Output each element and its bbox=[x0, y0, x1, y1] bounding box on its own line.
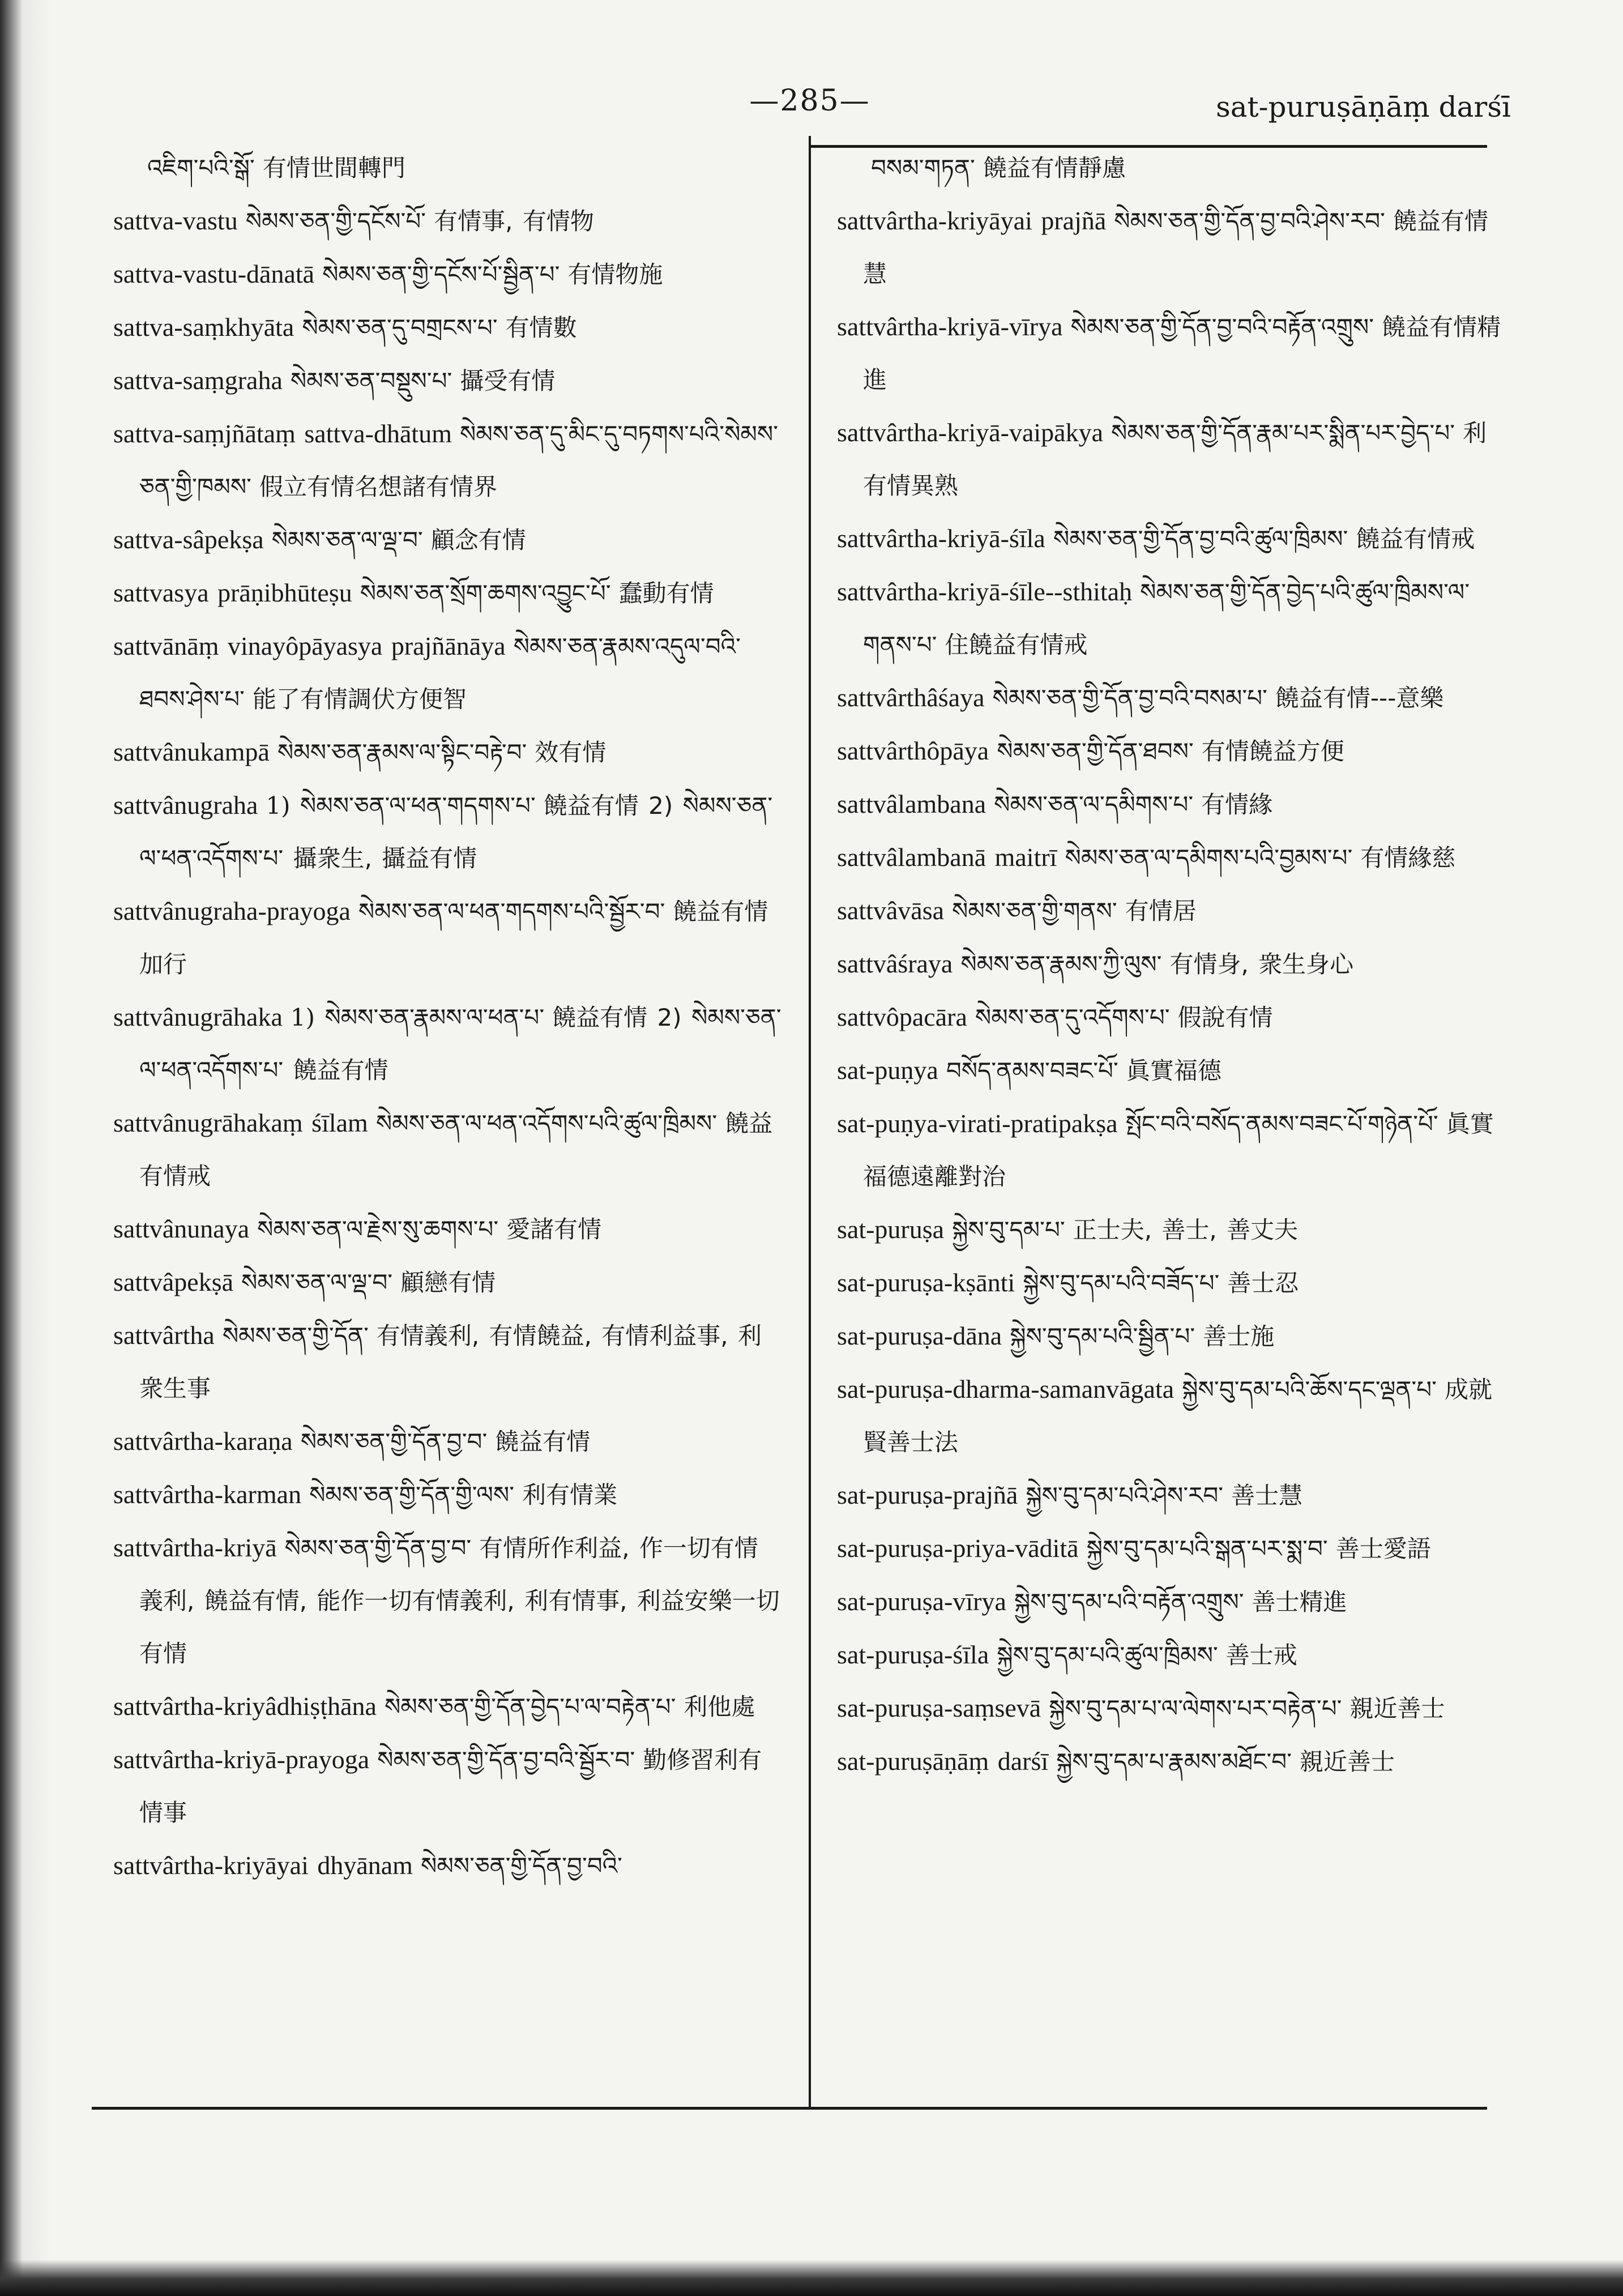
dictionary-entry bbox=[837, 406, 1505, 512]
tibetan-equivalent: སེམས་ཅན་རྣམས་འདུལ་བའི་ཐབས་ཤེས་པ་ bbox=[139, 633, 741, 713]
sanskrit-term: sat-puruṣa-vīrya bbox=[837, 1587, 1006, 1616]
tibetan-equivalent: སེམས་ཅན་གྱི་དོན་བྱ་བའི་ bbox=[420, 1852, 623, 1880]
dictionary-entry bbox=[837, 1309, 1505, 1363]
tibetan-equivalent: སེམས་ཅན་དུ་མིང་དུ་བཏགས་པའི་སེམས་ཅན་གྱི་ཁམས་ bbox=[139, 420, 779, 501]
tibetan-equivalent: སེམས་ཅན་ལ་རྗེས་སུ་ཆགས་པ་ bbox=[257, 1215, 499, 1243]
dictionary-entry bbox=[113, 1680, 781, 1733]
tibetan-equivalent: སེམས་ཅན་ལ་ཕན་འདོགས་པའི་ཚུལ་ཁྲིམས་ bbox=[375, 1109, 717, 1137]
tibetan-equivalent: བསོད་ནམས་བཟང་པོ་ bbox=[946, 1057, 1118, 1085]
chinese-equivalent: 善士戒 bbox=[1225, 1641, 1297, 1669]
dictionary-entry bbox=[113, 247, 781, 301]
dictionary-entry bbox=[837, 194, 1505, 300]
dictionary-entry bbox=[837, 1628, 1505, 1682]
sanskrit-term: sat-puruṣa-priya-vāditā bbox=[837, 1534, 1079, 1563]
sanskrit-term: sat-puruṣa-kṣānti bbox=[837, 1268, 1015, 1297]
dictionary-entry bbox=[113, 566, 781, 620]
chinese-equivalent: 有情義利, 有情饒益, 有情利益事, 利衆生事 bbox=[139, 1322, 762, 1402]
dictionary-entry bbox=[113, 1309, 781, 1415]
dictionary-entry bbox=[837, 831, 1505, 884]
tibetan-equivalent: སེམས་ཅན་རྣམས་ཀྱི་ལུས་ bbox=[960, 950, 1162, 978]
tibetan-equivalent: སེམས་ཅན་ལ་ཕན་གདགས་པའི་སྦྱོར་བ་ bbox=[358, 898, 665, 925]
chinese-equivalent: 有情居 bbox=[1125, 897, 1197, 925]
chinese-equivalent: 勤修習利有情事 bbox=[139, 1746, 762, 1826]
sanskrit-term: sattvânugraha-prayoga bbox=[113, 897, 351, 925]
chinese-equivalent: 善士施 bbox=[1203, 1322, 1275, 1350]
chinese-equivalent: 眞實福德遠離對治 bbox=[863, 1110, 1494, 1190]
sanskrit-term: sattvârtha-kriyā-vaipākya bbox=[837, 418, 1103, 447]
dictionary-entry bbox=[113, 1839, 781, 1892]
dictionary-entry bbox=[113, 407, 781, 513]
tibetan-equivalent: སེམས་ཅན་ལ་ལྡ་བ་ bbox=[241, 1269, 393, 1296]
tibetan-equivalent: སེམས་ཅན་གྱི་དོན་བྱེད་པའི་ཚུལ་ཁྲིམས་ལ་གནས་པ་ bbox=[863, 578, 1470, 659]
sanskrit-term: sattva-vastu-dānatā bbox=[113, 259, 315, 288]
dictionary-entry bbox=[113, 885, 781, 991]
chinese-equivalent: 親近善士 bbox=[1349, 1695, 1445, 1722]
tibetan-equivalent: 1) སེམས་ཅན་རྣམས་ལ་ཕན་པ་ bbox=[290, 1004, 545, 1031]
right-column bbox=[837, 142, 1505, 1788]
sanskrit-term: sattvârthâśaya bbox=[837, 683, 985, 712]
sanskrit-term: sattvasya prāṇibhūteṣu bbox=[113, 578, 352, 607]
chinese-equivalent: 饒益有情精進 bbox=[863, 313, 1501, 394]
sanskrit-term: sattvârtha-kriyā-prayoga bbox=[113, 1745, 370, 1774]
running-head: sat-puruṣāṇāṃ darśī bbox=[1216, 91, 1511, 123]
tibetan-equivalent: སྐྱེས་བུ་དམ་པའི་ཚུལ་ཁྲིམས་ bbox=[997, 1641, 1218, 1669]
sanskrit-term: sat-puruṣa-dāna bbox=[837, 1321, 1002, 1350]
tibetan-equivalent: སེམས་ཅན་གྱི་དོན་བྱ་བའི་སྦྱོར་བ་ bbox=[377, 1746, 635, 1774]
tibetan-equivalent: སེམས་ཅན་བསྡུས་པ་ bbox=[290, 367, 452, 395]
chinese-equivalent: 有情數 bbox=[505, 314, 577, 342]
sanskrit-term: sattva-vastu bbox=[113, 206, 238, 235]
dictionary-entry bbox=[837, 991, 1505, 1044]
tibetan-equivalent: སེམས་ཅན་གྱི་དོན་བྱ་བའི་ཚུལ་ཁྲིམས་ bbox=[1053, 525, 1348, 553]
dictionary-entry bbox=[837, 142, 1505, 194]
tibetan-equivalent: སེམས་ཅན་གྱི་དོན་ཐབས་ bbox=[997, 737, 1194, 765]
sanskrit-term: sattvârtha-kriyā-śīla bbox=[837, 524, 1045, 553]
chinese-equivalent: 愛諸有情 bbox=[506, 1215, 602, 1243]
dictionary-entry bbox=[837, 671, 1505, 724]
chinese-equivalent: 有情緣 bbox=[1201, 791, 1273, 818]
tibetan-equivalent: སེམས་ཅན་ལ་དམིགས་པ་ bbox=[994, 791, 1194, 818]
chinese-equivalent: 饒益有情靜慮 bbox=[983, 154, 1126, 182]
chinese-equivalent: 假立有情名想諸有情界 bbox=[259, 473, 498, 501]
sanskrit-term: sattva-saṃkhyāta bbox=[113, 313, 294, 342]
tibetan-equivalent: སྐྱེས་བུ་དམ་པ་ bbox=[952, 1216, 1065, 1244]
sanskrit-term: sattvānāṃ vinayôpāyasya prajñānāya bbox=[113, 631, 506, 660]
sanskrit-term: sattva-saṃjñātaṃ sattva-dhātum bbox=[113, 419, 452, 448]
chinese-equivalent: 蠢動有情 bbox=[618, 579, 714, 607]
sanskrit-term: sattvânunaya bbox=[113, 1214, 250, 1243]
sanskrit-term: sattvânugrāhakaṃ śīlam bbox=[113, 1108, 368, 1137]
column-divider bbox=[809, 136, 811, 2109]
sanskrit-term: sattvâlambana bbox=[837, 789, 986, 818]
sanskrit-term: sat-puruṣāṇāṃ darśī bbox=[837, 1747, 1049, 1776]
tibetan-equivalent: སེམས་ཅན་རྣམས་ལ་སྟིང་བརྟེ་བ་ bbox=[277, 739, 527, 766]
dictionary-entry bbox=[837, 565, 1505, 671]
chinese-equivalent: 善士愛語 bbox=[1335, 1535, 1431, 1563]
dictionary-entry bbox=[113, 1096, 781, 1202]
dictionary-entry bbox=[113, 1256, 781, 1309]
chinese-equivalent: 效有情 bbox=[535, 739, 607, 766]
sanskrit-term: sattvârtha-kriyāyai dhyānam bbox=[113, 1851, 413, 1880]
tibetan-equivalent: སེམས་ཅན་གྱི་དོན་བྱ་བའི་ཤེས་རབ་ bbox=[1114, 207, 1385, 235]
sanskrit-term: sattva-saṃgraha bbox=[113, 366, 283, 395]
dictionary-entry bbox=[837, 778, 1505, 831]
dictionary-entry bbox=[113, 1733, 781, 1839]
sanskrit-term: sat-puruṣa-śīla bbox=[837, 1640, 989, 1669]
chinese-equivalent: 有情所作利益, 作一切有情義利, 饒益有情, 能作一切有情義利, 利有情事, 利益安樂一切有情 bbox=[139, 1534, 780, 1667]
dictionary-entry bbox=[837, 1256, 1505, 1309]
dictionary-entry bbox=[113, 301, 781, 354]
chinese-equivalent: 饒益有情 bbox=[495, 1428, 591, 1456]
dictionary-entry bbox=[113, 1521, 781, 1680]
sanskrit-term: sat-puruṣa bbox=[837, 1215, 945, 1244]
tibetan-equivalent: སེམས་ཅན་གྱི་དོན་བྱ་བ་ bbox=[284, 1534, 472, 1562]
chinese-equivalent: 利他處 bbox=[684, 1693, 755, 1721]
chinese-equivalent: 有情世間轉門 bbox=[262, 154, 405, 182]
tibetan-equivalent: སེམས་ཅན་དུ་འདོགས་པ་ bbox=[975, 1004, 1170, 1031]
tibetan-equivalent: སེམས་ཅན་གྱི་དོན་བྱ་བའི་བསམ་པ་ bbox=[992, 684, 1267, 712]
sanskrit-term: sattvârtha-kriyāyai prajñā bbox=[837, 206, 1107, 235]
scan-shadow-left bbox=[0, 0, 51, 2296]
chinese-equivalent: 有情物施 bbox=[567, 261, 663, 288]
tibetan-equivalent: སྐྱེས་བུ་དམ་པའི་སྒན་པར་སྨ་བ་ bbox=[1086, 1535, 1328, 1563]
chinese-equivalent: 有情事, 有情物 bbox=[434, 207, 594, 235]
dictionary-entry bbox=[837, 1682, 1505, 1735]
chinese-equivalent: 善士精進 bbox=[1252, 1588, 1347, 1616]
tibetan-equivalent: འཇིག་པའི་སྒོ་ bbox=[147, 154, 255, 182]
tibetan-equivalent: སེམས་ཅན་གྱི་གནས་ bbox=[952, 897, 1117, 925]
sanskrit-term: sattvârtha-kriyā-vīrya bbox=[837, 312, 1063, 341]
chinese-equivalent: 饒益有情戒 bbox=[139, 1109, 773, 1190]
chinese-equivalent: 假說有情 bbox=[1177, 1004, 1273, 1031]
dictionary-entry bbox=[837, 1575, 1505, 1628]
tibetan-equivalent: སྐྱེས་བུ་དམ་པའི་སྦྱིན་པ་ bbox=[1010, 1322, 1195, 1350]
chinese-equivalent: 饒益有情戒 bbox=[1356, 525, 1475, 553]
tibetan-equivalent: སྐྱེས་བུ་དམ་པ་ལ་ལེགས་པར་བརྟེན་པ་ bbox=[1049, 1695, 1342, 1722]
chinese-equivalent: 善士慧 bbox=[1231, 1482, 1303, 1509]
left-column bbox=[113, 142, 781, 1892]
dictionary-entry bbox=[837, 1469, 1505, 1522]
chinese-equivalent: 正士夫, 善士, 善丈夫 bbox=[1073, 1216, 1299, 1244]
tibetan-equivalent: སེམས་ཅན་དུ་བགྲངས་པ་ bbox=[302, 314, 498, 342]
tibetan-equivalent: སྐྱེས་བུ་དམ་པ་རྣམས་མཐོང་བ་ bbox=[1056, 1748, 1292, 1776]
dictionary-entry bbox=[837, 1735, 1505, 1788]
dictionary-entry bbox=[837, 1522, 1505, 1575]
dictionary-entry bbox=[113, 142, 781, 194]
dictionary-entry bbox=[837, 512, 1505, 565]
dictionary-entry bbox=[837, 884, 1505, 937]
footer-rule bbox=[92, 2107, 1487, 2110]
chinese-equivalent: 利有情業 bbox=[522, 1481, 618, 1509]
sanskrit-term: sat-puruṣa-saṃsevā bbox=[837, 1693, 1041, 1722]
dictionary-entry bbox=[113, 1415, 781, 1468]
chinese-equivalent: 有情身, 衆生身心 bbox=[1169, 950, 1354, 978]
dictionary-entry bbox=[113, 725, 781, 779]
sanskrit-term: sattvârtha-karman bbox=[113, 1480, 302, 1509]
sanskrit-term: sat-puruṣa-dharma-samanvāgata bbox=[837, 1375, 1174, 1403]
dictionary-entry bbox=[837, 1203, 1505, 1256]
chinese-equivalent: 饒益有情慧 bbox=[863, 207, 1489, 288]
tibetan-equivalent: སྐྱེས་བུ་དམ་པའི་ཤེས་རབ་ bbox=[1026, 1482, 1224, 1509]
sanskrit-term: sat-puruṣa-prajñā bbox=[837, 1480, 1018, 1509]
sanskrit-term: sattvâśraya bbox=[837, 949, 953, 978]
tibetan-equivalent: སེམས་ཅན་ལ་དམིགས་པའི་བྱམས་པ་ bbox=[1065, 844, 1353, 872]
sanskrit-term: sattvâvāsa bbox=[837, 896, 945, 925]
chinese-equivalent: 利有情異熟 bbox=[863, 419, 1487, 500]
tibetan-equivalent: སེམས་ཅན་གྱི་དོན་བྱ་བ་ bbox=[300, 1428, 488, 1456]
tibetan-equivalent: སྐྱེས་བུ་དམ་པའི་བརྟོན་འགྲུས་ bbox=[1014, 1588, 1244, 1616]
dictionary-entry bbox=[837, 1097, 1505, 1203]
tibetan-equivalent: སེམས་ཅན་གྱི་དངོས་པོ་ bbox=[245, 207, 426, 235]
dictionary-entry bbox=[113, 779, 781, 885]
dictionary-entry bbox=[113, 194, 781, 247]
sanskrit-term: sat-puṇya-virati-pratipakṣa bbox=[837, 1109, 1118, 1138]
scan-shadow-bottom bbox=[0, 2260, 1623, 2296]
tibetan-equivalent: སེམས་ཅན་གྱི་དོན་བྱ་བའི་བརྟོན་འགྲུས་ bbox=[1070, 313, 1374, 341]
tibetan-equivalent: སེམས་ཅན་གྱི་དོན་ bbox=[222, 1322, 369, 1350]
sanskrit-term: sattvârtha-kriyā-śīle--sthitaḥ bbox=[837, 577, 1133, 606]
tibetan-equivalent: སེམས་ཅན་སྲོག་ཆགས་འབྱུང་པོ་ bbox=[360, 579, 611, 607]
chinese-equivalent: 攝受有情 bbox=[460, 367, 556, 395]
chinese-equivalent: 有情緣慈 bbox=[1360, 844, 1456, 872]
chinese-equivalent: 饒益有情加行 bbox=[139, 898, 768, 978]
dictionary-entry bbox=[837, 937, 1505, 991]
tibetan-equivalent: སེམས་ཅན་གྱི་དོན་རྣམ་པར་སྨིན་པར་བྱེད་པ་ bbox=[1111, 419, 1455, 447]
sanskrit-term: sattvârtha-kriyâdhiṣṭhāna bbox=[113, 1692, 377, 1721]
sanskrit-term: sattva-sâpekṣa bbox=[113, 525, 264, 554]
dictionary-entry bbox=[113, 620, 781, 725]
dictionary-entry bbox=[837, 724, 1505, 778]
sanskrit-term: sattvânukampā bbox=[113, 737, 270, 766]
chinese-equivalent: 顧戀有情 bbox=[400, 1269, 496, 1296]
sanskrit-term: sattvârtha bbox=[113, 1321, 215, 1350]
dictionary-entry bbox=[113, 354, 781, 407]
dictionary-entry bbox=[113, 1468, 781, 1521]
sanskrit-term: sattvânugraha bbox=[113, 791, 258, 820]
chinese-equivalent: 饒益有情---意樂 bbox=[1275, 684, 1444, 712]
chinese-equivalent: 住饒益有情戒 bbox=[945, 631, 1088, 659]
tibetan-equivalent: སེམས་ཅན་ལ་ལྡ་བ་ bbox=[271, 526, 423, 554]
page-number: —285— bbox=[749, 84, 870, 118]
tibetan-equivalent: 1) སེམས་ཅན་ལ་ཕན་གདགས་པ་ bbox=[266, 792, 536, 820]
dictionary-entry bbox=[837, 1363, 1505, 1469]
sanskrit-term: sattvârtha-karaṇa bbox=[113, 1427, 293, 1456]
chinese-equivalent: 成就賢善士法 bbox=[863, 1376, 1493, 1456]
sanskrit-term: sattvôpacāra bbox=[837, 1002, 967, 1031]
tibetan-equivalent: སེམས་ཅན་གྱི་དངོས་པོ་སྦྱིན་པ་ bbox=[322, 261, 560, 288]
tibetan-equivalent: བསམ་གཏན་ bbox=[871, 154, 975, 182]
dictionary-entry bbox=[113, 991, 781, 1096]
sanskrit-term: sattvârtha-kriyā bbox=[113, 1533, 277, 1562]
tibetan-equivalent: སེམས་ཅན་གྱི་དོན་གྱི་ལས་ bbox=[309, 1481, 515, 1509]
sanskrit-term: sattvârthôpāya bbox=[837, 736, 989, 765]
chinese-equivalent: 眞實福德 bbox=[1126, 1057, 1221, 1085]
sanskrit-term: sattvâlambanā maitrī bbox=[837, 843, 1057, 872]
tibetan-equivalent: སྐྱེས་བུ་དམ་པའི་ཆོས་དང་ལྡན་པ་ bbox=[1182, 1376, 1437, 1403]
dictionary-entry bbox=[113, 1202, 781, 1256]
dictionary-entry bbox=[837, 1044, 1505, 1097]
chinese-equivalent: 能了有情調伏方便智 bbox=[252, 685, 467, 713]
chinese-equivalent: 饒益有情 2) སེམས་ཅན་ལ་ཕན་འདོགས་པ་ 饒益有情 bbox=[139, 1004, 781, 1084]
sanskrit-term: sat-puṇya bbox=[837, 1056, 938, 1085]
sanskrit-term: sattvânugrāhaka bbox=[113, 1002, 283, 1031]
chinese-equivalent: 饒益有情 2) སེམས་ཅན་ལ་ཕན་འདོགས་པ་ 攝衆生, 攝益有情 bbox=[139, 792, 773, 872]
tibetan-equivalent: སྐྱེས་བུ་དམ་པའི་བཟོད་པ་ bbox=[1023, 1269, 1220, 1297]
tibetan-equivalent: སྤོང་བའི་བསོད་ནམས་བཟང་པོ་གཉེན་པོ་ bbox=[1125, 1110, 1438, 1138]
tibetan-equivalent: སེམས་ཅན་གྱི་དོན་བྱེད་པ་ལ་བརྟེན་པ་ bbox=[384, 1693, 676, 1721]
chinese-equivalent: 善士忍 bbox=[1227, 1269, 1299, 1297]
dictionary-entry bbox=[113, 513, 781, 566]
chinese-equivalent: 親近善士 bbox=[1300, 1748, 1395, 1776]
sanskrit-term: sattvâpekṣā bbox=[113, 1268, 234, 1296]
chinese-equivalent: 顧念有情 bbox=[430, 526, 526, 554]
chinese-equivalent: 有情饒益方便 bbox=[1201, 737, 1344, 765]
dictionary-entry bbox=[837, 300, 1505, 406]
